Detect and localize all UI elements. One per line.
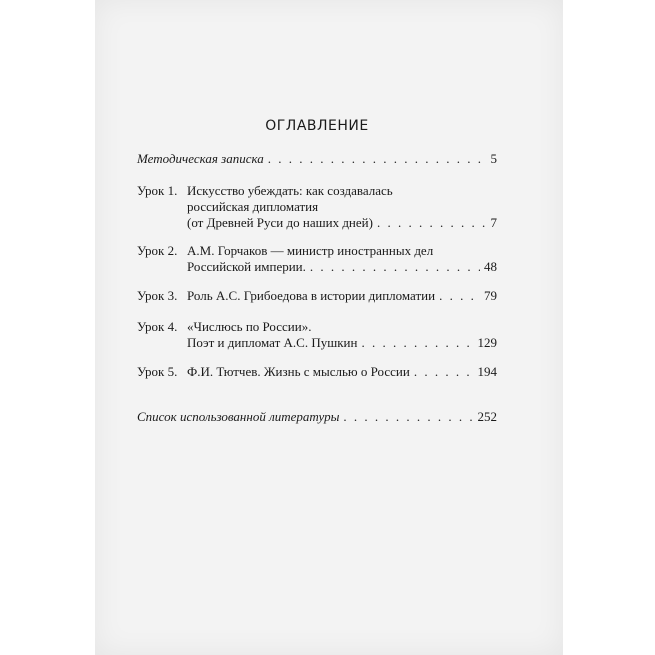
toc-entry-lesson-4	[137, 318, 497, 335]
lesson-title-line: Поэт и дипломат А.С. Пушкин	[187, 335, 358, 350]
lesson-title-line: Российской империи.	[187, 259, 306, 274]
toc-entry-page: 194	[477, 364, 497, 379]
leader-dots	[377, 214, 487, 231]
lesson-title-line: «Числюсь по России».	[187, 319, 312, 334]
lesson-label: Урок 3.	[137, 288, 178, 303]
toc-entry-lesson-1-line-2	[137, 198, 497, 215]
leader-dots	[268, 150, 487, 167]
toc-entry-bibliography	[137, 408, 497, 425]
toc-entry-page: 129	[477, 335, 497, 350]
toc-entry-lesson-1	[137, 182, 497, 199]
toc-entry-page: 79	[484, 288, 497, 303]
leader-dots	[414, 363, 474, 380]
toc-entry-lesson-2	[137, 242, 497, 259]
toc-entry-title: Список использованной литературы	[137, 409, 340, 424]
toc-entry-lesson-1-line-3	[137, 214, 497, 231]
lesson-title-line: А.М. Горчаков — министр иностранных дел	[187, 243, 434, 258]
toc-heading: ОГЛАВЛЕНИЕ	[265, 118, 369, 134]
toc-entry-page: 7	[490, 215, 497, 230]
lesson-title-line: Ф.И. Тютчев. Жизнь с мыслью о России	[187, 364, 410, 379]
leader-dots	[361, 334, 473, 351]
toc-entry-lesson-4-line-2	[137, 334, 497, 351]
lesson-title-line: (от Древней Руси до наших дней)	[187, 215, 373, 230]
toc-entry-lesson-2-line-2	[137, 258, 497, 275]
toc-entry-page: 252	[477, 409, 497, 424]
toc-entry-page: 48	[484, 259, 497, 274]
toc-entry-title: Методическая записка	[137, 151, 264, 166]
toc-entry-page: 5	[490, 151, 497, 166]
toc-entry-lesson-5	[137, 363, 497, 380]
lesson-label: Урок 5.	[137, 364, 178, 379]
toc-entry-intro	[137, 150, 497, 167]
leader-dots	[343, 408, 473, 425]
lesson-label: Урок 2.	[137, 243, 178, 258]
leader-dots	[439, 287, 480, 304]
lesson-title-line: Искусство убеждать: как создавалась	[187, 183, 393, 198]
lesson-title-line: Роль А.С. Грибоедова в истории дипломатии	[187, 288, 436, 303]
lesson-title-line: российская дипломатия	[187, 199, 319, 214]
leader-dots	[310, 258, 480, 275]
toc-entry-lesson-3	[137, 287, 497, 304]
lesson-label: Урок 4.	[137, 319, 178, 334]
lesson-label: Урок 1.	[137, 183, 178, 198]
